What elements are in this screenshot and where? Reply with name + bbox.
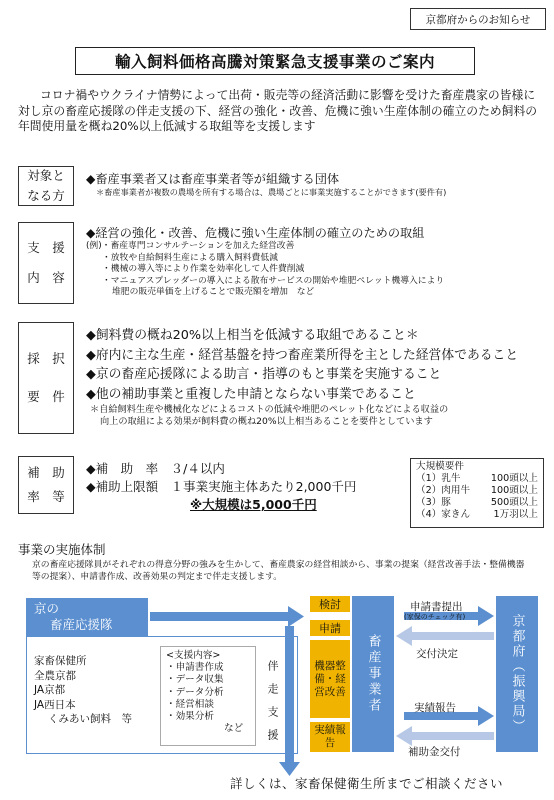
subsidy-section xyxy=(86,460,356,514)
decision-arrow-shaft xyxy=(410,632,494,640)
apply-note: (家保のチェック有) xyxy=(404,613,466,621)
support-item: ・マニュアスプレッダーの導入による散布サービスの開始や堆肥ペレット機導入により xyxy=(102,275,445,286)
requirement-note: 向上の取組による効果が飼料費の概ね20%以上相当あることを要件としています xyxy=(100,416,433,427)
flow-arrows xyxy=(0,590,554,780)
bansou-label: 伴走支援 xyxy=(266,660,279,752)
consult-arrow-shaft xyxy=(150,612,288,621)
requirement-item: ◆京の畜産応援隊による助言・指導のもと事業を実施すること xyxy=(86,367,442,382)
step-report: 実績報告 xyxy=(310,722,350,752)
support-item: 堆肥の販売単価を上げることで販売額を増加 など xyxy=(112,287,315,297)
step-kiki: 機器整備・経営改善 xyxy=(310,640,350,718)
large-scale-row: （4）家きん 1万羽以上 xyxy=(416,509,538,520)
grant-arrow-shaft xyxy=(410,732,494,740)
implementation-title: 事業の実施体制 xyxy=(18,542,106,557)
large-scale-row: （3）豚 500頭以上 xyxy=(416,497,538,508)
requirements-section xyxy=(86,326,518,428)
requirement-item: ◆府内に主な生産・経営基盤を持つ畜産業所得を主とした経営体であること xyxy=(86,347,519,363)
decision-label: 交付決定 xyxy=(416,648,458,660)
bansou-arrow-shaft xyxy=(285,626,294,764)
ouentai-header: 京の 畜産応援隊 xyxy=(26,598,148,636)
implementation-desc: 京の畜産応援隊員がそれぞれの得意分野の強みを生かして、畜産農家の経営相談から、事業の提案（経営改善手法・整備機器等の提案）、申請書作成、改善効果の判定まで伴走支援します。 xyxy=(32,560,525,582)
page-title: 輸入飼料価格高騰対策緊急支援事業のご案内 xyxy=(75,47,475,75)
subsidy-rate: ◆補 助 率 ３/４以内 xyxy=(86,461,225,476)
subsidy-large: ※大規模は5,000千円 xyxy=(190,497,317,512)
target-section xyxy=(86,172,446,198)
requirement-item: ◆他の補助事業と重複した申請とならない事業であること xyxy=(86,386,416,402)
target-main: ◆畜産事業者又は畜産事業者等が組織する団体 xyxy=(86,172,340,186)
grant-arrow-head xyxy=(396,726,412,746)
ouentai-members: 家畜保健所 全農京都 JA京都 JA西日本 くみあい飼料 等 xyxy=(34,655,132,725)
support-section xyxy=(86,226,444,299)
intro-text: コロナ禍やウクライナ情勢によって出荷・販売等の経済活動に影響を受けた畜産農家の皆様に対し京の畜産応援隊の伴走支援の下、経営の強化・改善、危機に強い生産体制の確立のため飼料の年間使用量を概ね20%以上低減する取組等を支援します xyxy=(18,88,538,133)
support-item: ・放牧や自給飼料生産による購入飼料費低減 xyxy=(102,252,278,263)
report-arrow-head xyxy=(478,706,494,726)
target-label: 対象と なる方 xyxy=(18,166,74,206)
prefecture-box: 京都府（振興局） xyxy=(496,596,538,752)
target-note: ＊畜産事業者が複数の農場を所有する場合は、農場ごとに事業実施することができます(要件有) xyxy=(96,187,447,197)
support-main: ◆経営の強化・改善、危機に強い生産体制の確立のための取組 xyxy=(86,226,425,240)
subsidy-limit: ◆補助上限額 １事業実施主体あたり2,000千円 xyxy=(86,479,357,494)
footer-contact: 詳しくは、家畜保健衛生所までご相談ください xyxy=(230,776,504,791)
requirement-item: ◆飼料費の概ね20%以上相当を低減する取組であること＊ xyxy=(86,328,419,343)
large-scale-box xyxy=(410,458,544,528)
consult-arrow-head xyxy=(288,606,304,627)
grant-label: 補助金交付 xyxy=(408,746,461,758)
apply-label: 申請書提出 xyxy=(410,601,463,613)
large-scale-title: 大規模要件 xyxy=(416,461,464,472)
support-item: ・機械の導入等により作業を効率化して人件費削減 xyxy=(102,264,305,274)
support-label: 支 援 内 容 xyxy=(18,222,74,304)
large-scale-row: （2）肉用牛 100頭以上 xyxy=(416,485,538,496)
farmer-box: 畜産事業者 xyxy=(352,596,394,752)
step-shinsei: 申請 xyxy=(310,620,350,636)
requirement-note: ＊自給飼料生産や機械化などによるコストの低減や堆肥のペレット化などによる収益の xyxy=(90,404,449,415)
subsidy-label: 補 助 率 等 xyxy=(18,456,74,514)
support-example: (例)・畜産専門コンサルテーションを加えた経営改善 xyxy=(86,241,295,251)
notice-tag: 京都府からのお知らせ xyxy=(410,8,546,30)
support-content-list: <支援内容> ・申請書作成 ・データ収集 ・データ分析 ・経営相談 ・効果分析 など xyxy=(166,650,244,735)
decision-arrow-head xyxy=(396,626,412,646)
large-scale-row: （1）乳牛 100頭以上 xyxy=(416,473,538,484)
step-kentou: 検討 xyxy=(310,596,350,612)
report-label: 実績報告 xyxy=(414,702,456,714)
requirements-label: 採 択 要 件 xyxy=(18,322,74,434)
apply-arrow-head xyxy=(478,606,494,626)
